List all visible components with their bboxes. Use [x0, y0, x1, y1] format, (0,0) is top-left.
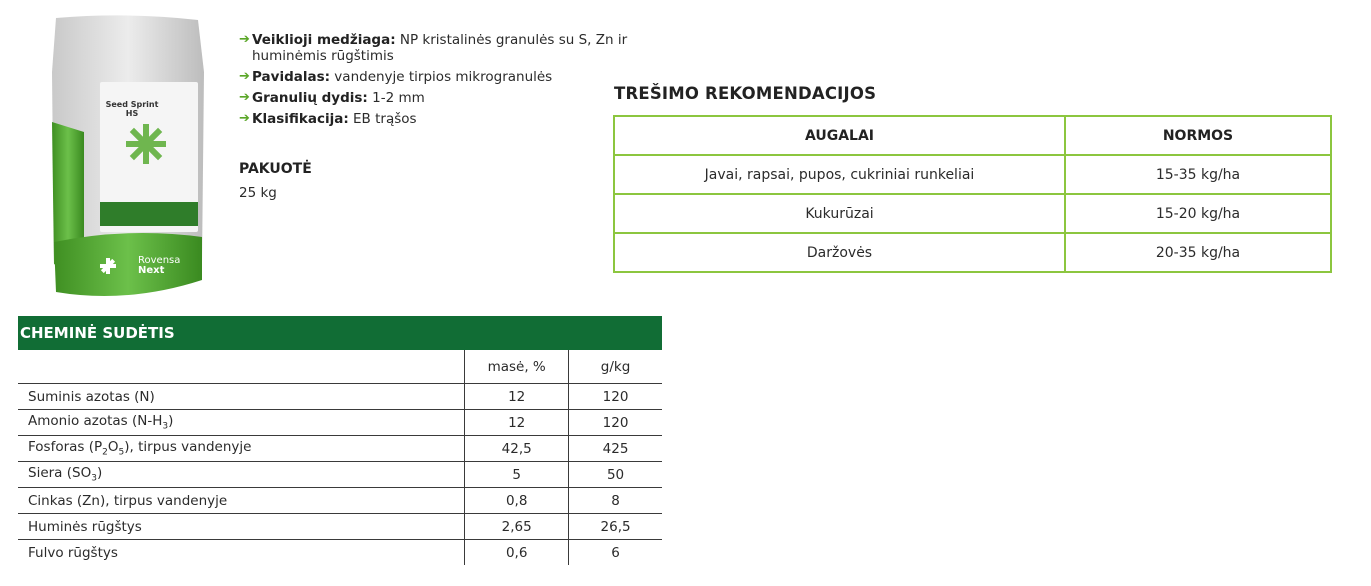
gkg-cell: 26,5: [569, 514, 662, 540]
crop-cell: Javai, rapsai, pupos, cukriniai runkeliai: [614, 155, 1065, 194]
arrow-right-icon: ➔: [239, 111, 250, 126]
name-part: Fosforas (P: [28, 439, 103, 456]
feature-value: 1-2 mm: [367, 90, 425, 106]
product-bag-image: [44, 12, 212, 304]
table-row: [18, 384, 662, 410]
table-row: [614, 155, 1331, 194]
header-name: [18, 350, 465, 384]
mass-cell: 12: [465, 410, 569, 436]
subscript: 5: [118, 447, 125, 458]
gkg-cell: 6: [611, 544, 620, 561]
bag-product-name: Seed Sprint HS: [105, 100, 159, 118]
table-row: [18, 488, 662, 514]
feature-label: Granulių dydis:: [252, 90, 368, 106]
crop-cell: Kukurūzai: [614, 194, 1065, 233]
table-row: [18, 410, 662, 436]
recommendations-table: [613, 115, 1332, 273]
component-name: Fulvo rūgštys: [18, 540, 465, 566]
feature-value: EB trąšos: [348, 111, 417, 127]
packaging-title: PAKUOTĖ: [239, 161, 312, 177]
name-part: Amonio azotas (N-H: [28, 413, 163, 430]
gkg-cell: 8: [569, 488, 662, 514]
feature-item: [239, 69, 679, 85]
packaging-value: 25 kg: [239, 185, 277, 201]
mass-cell: 2,65: [465, 514, 569, 540]
header-gkg: g/kg: [569, 350, 662, 384]
feature-item: [239, 32, 679, 64]
component-name: [18, 462, 465, 488]
rate-cell: 15-20 kg/ha: [1065, 194, 1331, 233]
subscript: 3: [162, 421, 169, 432]
component-name: Suminis azotas (N): [18, 384, 465, 410]
gkg-cell: 120: [569, 384, 662, 410]
feature-label: Veiklioji medžiaga:: [252, 32, 396, 48]
mass-cell: 42,5: [465, 436, 569, 462]
component-name: Huminės rūgštys: [18, 514, 465, 540]
subscript: 2: [102, 447, 108, 458]
name-part: O: [107, 439, 119, 456]
arrow-right-icon: ➔: [239, 32, 250, 47]
mass-cell: 5: [465, 462, 569, 488]
table-header-row: [18, 350, 662, 384]
arrow-right-icon: ➔: [239, 69, 250, 84]
mass-cell: 12: [465, 384, 569, 410]
subscript: 3: [91, 473, 97, 484]
recommendations-title: TREŠIMO REKOMENDACIJOS: [614, 84, 877, 103]
bag-brand-line1: Rovensa: [138, 255, 181, 266]
arrow-right-icon: ➔: [239, 90, 250, 105]
mass-cell: 0,6: [465, 540, 569, 566]
table-row: [18, 540, 662, 566]
component-name: Cinkas (Zn), tirpus vandenyje: [18, 488, 465, 514]
header-rates: NORMOS: [1065, 116, 1331, 155]
name-part: Siera (SO: [28, 465, 92, 482]
name-part: ): [96, 465, 103, 482]
gkg-cell: 120: [569, 410, 662, 436]
header-mass: masė, %: [465, 350, 569, 384]
rate-cell: 20-35 kg/ha: [1065, 233, 1331, 272]
table-row: [18, 462, 662, 488]
mass-cell: 0,8: [465, 488, 569, 514]
table-row: [614, 194, 1331, 233]
header-crops: AUGALAI: [614, 116, 1065, 155]
gkg-cell: 50: [569, 462, 662, 488]
feature-value: vandenyje tirpios mikrogranulės: [330, 69, 553, 85]
table-row: [18, 436, 662, 462]
name-part: ), tirpus vandenyje: [124, 439, 252, 456]
component-name: [18, 436, 465, 462]
bag-brand-logo: [138, 256, 180, 276]
rate-cell: 15-35 kg/ha: [1065, 155, 1331, 194]
feature-label: Pavidalas:: [252, 69, 331, 85]
table-header-row: [614, 116, 1331, 155]
feature-value: NP kristalinės granulės su S, Zn ir huminėmis rūgštimis: [252, 32, 628, 64]
feature-label: Klasifikacija:: [252, 111, 349, 127]
gkg-cell: 425: [569, 436, 662, 462]
feature-item: [239, 90, 679, 106]
composition-table: [18, 350, 662, 565]
table-row: [18, 514, 662, 540]
component-name: [18, 410, 465, 436]
table-row: [614, 233, 1331, 272]
name-part: ): [168, 413, 174, 430]
composition-title: CHEMINĖ SUDĖTIS: [18, 316, 662, 350]
crop-cell: Daržovės: [614, 233, 1065, 272]
bag-brand-line2: Next: [138, 265, 165, 276]
